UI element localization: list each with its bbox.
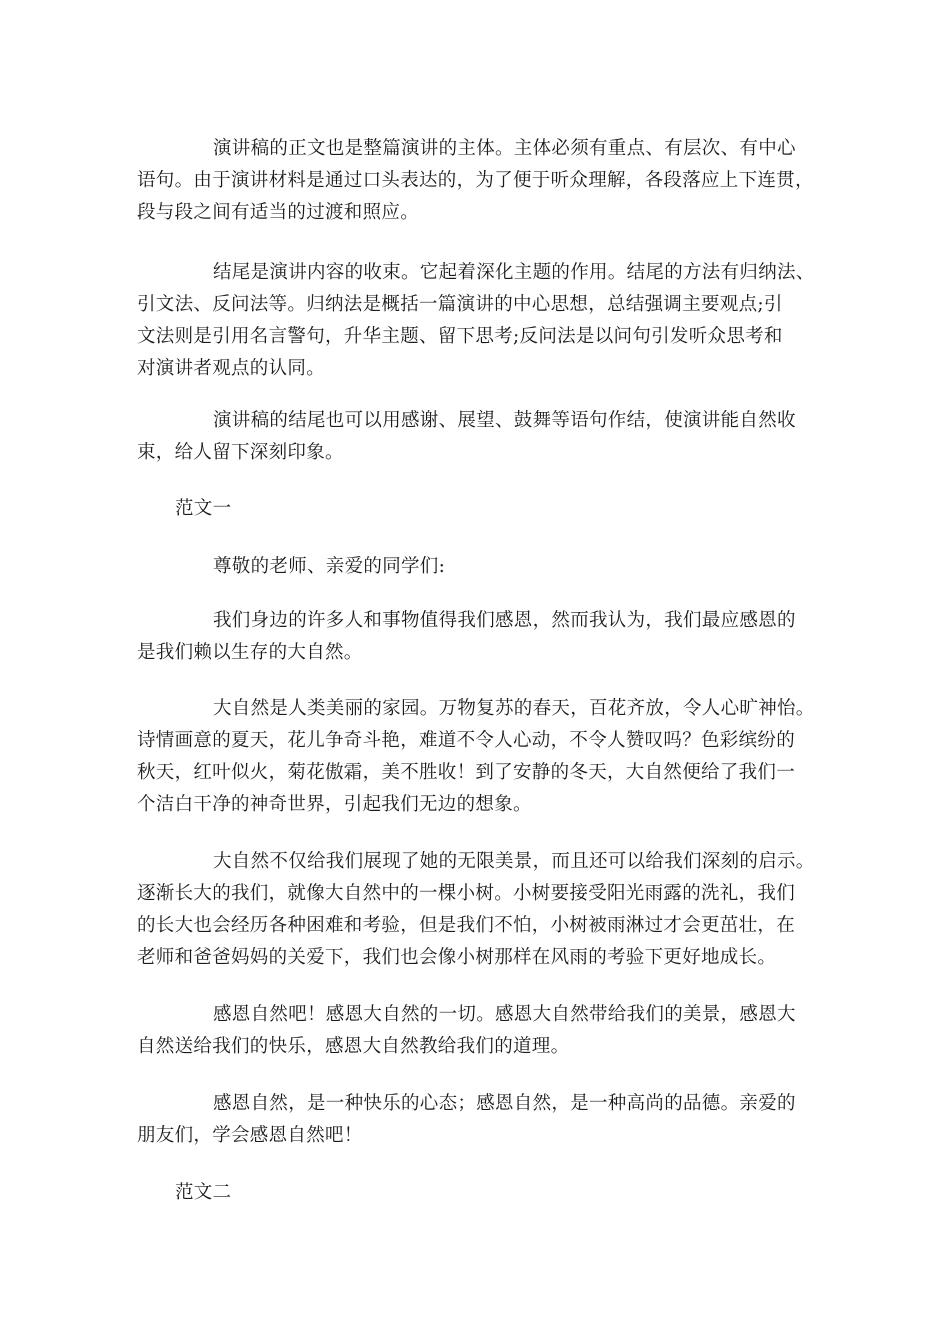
section-heading-sample-two: 范文二 xyxy=(175,1182,232,1203)
text-line: 个洁白干净的神奇世界，引起我们无边的想象。 xyxy=(137,794,532,815)
section-heading-sample-one: 范文一 xyxy=(175,498,232,519)
essay-paragraph-5 xyxy=(137,1088,813,1152)
text-line: 束，给人留下深刻印象。 xyxy=(137,442,344,463)
essay-paragraph-2 xyxy=(137,693,813,821)
paragraph-ending-methods xyxy=(137,257,813,385)
text-line: 感恩自然吧！感恩大自然的一切。感恩大自然带给我们的美景，感恩大 xyxy=(213,1004,796,1025)
essay-paragraph-3 xyxy=(137,846,813,974)
text-line: 语句。由于演讲材料是通过口头表达的，为了便于听众理解，各段落应上下连贯， xyxy=(137,170,814,191)
salutation: 尊敬的老师、亲爱的同学们: xyxy=(213,556,446,577)
text-line: 秋天，红叶似火，菊花傲霜，美不胜收！到了安静的冬天，大自然便给了我们一 xyxy=(137,762,796,783)
paragraph-ending-phrases xyxy=(137,405,813,469)
text-line: 逐渐长大的我们，就像大自然中的一棵小树。小树要接受阳光雨露的洗礼，我们 xyxy=(137,883,796,904)
text-line: 是我们赖以生存的大自然。 xyxy=(137,642,363,663)
text-line: 段与段之间有适当的过渡和照应。 xyxy=(137,202,420,223)
text-line: 结尾是演讲内容的收束。它起着深化主题的作用。结尾的方法有归纳法、 xyxy=(213,262,815,283)
text-line: 老师和爸爸妈妈的关爱下，我们也会像小树那样在风雨的考验下更好地成长。 xyxy=(137,947,777,968)
essay-paragraph-4 xyxy=(137,999,813,1063)
text-line: 我们身边的许多人和事物值得我们感恩，然而我认为，我们最应感恩的 xyxy=(213,610,796,631)
text-line: 的长大也会经历各种困难和考验，但是我们不怕，小树被雨淋过才会更茁壮，在 xyxy=(137,915,796,936)
text-line: 诗情画意的夏天，花儿争奇斗艳，难道不令人心动，不令人赞叹吗？色彩缤纷的 xyxy=(137,730,796,751)
text-line: 朋友们，学会感恩自然吧！ xyxy=(137,1125,363,1146)
text-line: 演讲稿的结尾也可以用感谢、展望、鼓舞等语句作结，使演讲能自然收 xyxy=(213,410,796,431)
text-line: 大自然是人类美丽的家园。万物复苏的春天，百花齐放，令人心旷神怡。 xyxy=(213,698,815,719)
text-line: 自然送给我们的快乐，感恩大自然教给我们的道理。 xyxy=(137,1036,570,1057)
essay-paragraph-1 xyxy=(137,605,813,669)
text-line: 对演讲者观点的认同。 xyxy=(137,358,326,379)
text-line: 大自然不仅给我们展现了她的无限美景，而且还可以给我们深刻的启示。 xyxy=(213,851,815,872)
text-line: 感恩自然，是一种快乐的心态；感恩自然，是一种高尚的品德。亲爱的 xyxy=(213,1093,796,1114)
text-line: 文法则是引用名言警句，升华主题、留下思考;反问法是以问句引发听众思考和 xyxy=(137,326,783,347)
text-line: 演讲稿的正文也是整篇演讲的主体。主体必须有重点、有层次、有中心 xyxy=(213,138,796,159)
paragraph-body-intro xyxy=(137,133,813,229)
text-line: 引文法、反问法等。归纳法是概括一篇演讲的中心思想，总结强调主要观点;引 xyxy=(137,294,783,315)
